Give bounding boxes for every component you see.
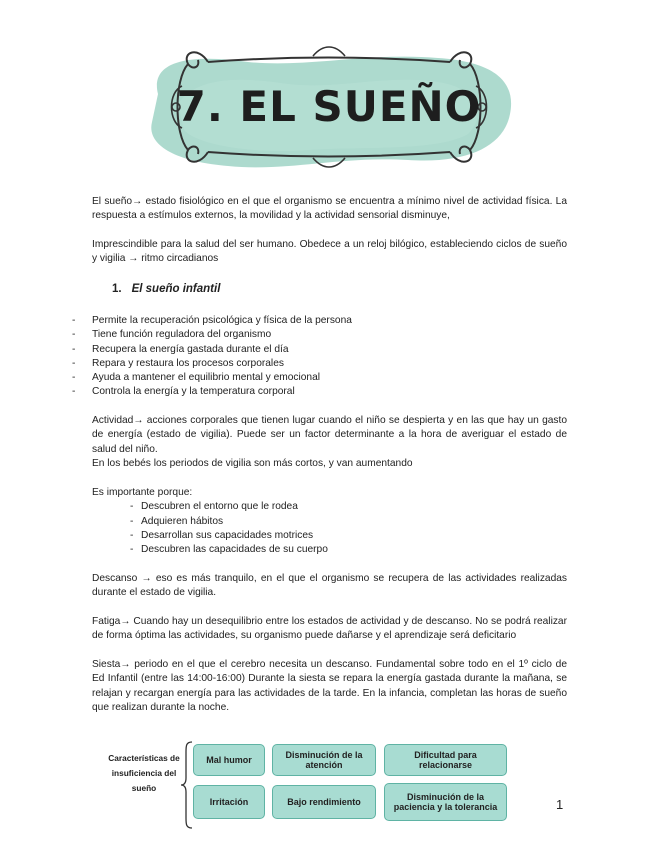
intro-section — [92, 195, 567, 266]
diagram-box-atencion: Disminución de la atención — [272, 744, 376, 776]
title-banner — [138, 34, 520, 176]
diagram-box-mal-humor: Mal humor — [193, 744, 265, 776]
diagram-box-rendimiento: Bajo rendimiento — [272, 785, 376, 819]
section-number: 1. — [112, 283, 122, 295]
importante-list — [92, 500, 567, 557]
descanso-paragraph: Descanso → eso es más tranquilo, en el que el organismo se recupera de las actividades realizadas durante el estado de vigilia. — [92, 573, 567, 599]
list-item: - Repara y restaura los procesos corporales — [72, 357, 352, 371]
diagram-box-irritacion: Irritación — [193, 785, 265, 819]
intro-paragraph-2: Imprescindible para la salud del ser humano. Obedece a un reloj bilógico, estableciendo ciclos de sueño y vigilia → ritmo circadianos — [92, 238, 567, 264]
list-item: - Descubren el entorno que le rodea — [92, 500, 567, 514]
brace-icon — [180, 740, 194, 830]
page-title: 7. EL SUEÑO — [176, 82, 482, 131]
descanso-section — [92, 572, 567, 601]
actividad-paragraph: Actividad→ acciones corporales que tienen lugar cuando el niño se despierta y en las que hay un gasto de energía (estado de vigilia). Puede ser un factor determinante a la hora de averiguar el estado de salud del niño. — [92, 415, 567, 455]
diagram-label: Características de insuficiencia del sueño — [108, 753, 180, 793]
section-title: El sueño infantil — [131, 283, 221, 295]
list-item: - Tiene función reguladora del organismo — [72, 328, 352, 342]
list-item: - Controla la energía y la temperatura corporal — [72, 385, 352, 399]
list-item: - Ayuda a mantener el equilibrio mental y emocional — [72, 371, 352, 385]
importante-section — [92, 486, 567, 557]
siesta-section — [92, 658, 567, 715]
list-item: - Adquieren hábitos — [92, 515, 567, 529]
intro-paragraph-1: El sueño→ estado fisiológico en el que el organismo se encuentra a mínimo nivel de actividad física. La respuesta a estímulos externos, la movilidad y la actividad sensorial disminuye, — [92, 196, 567, 222]
fatiga-paragraph: Fatiga→ Cuando hay un desequilibrio entre los estados de actividad y de descanso. No se podrá realizar de forma óptima las actividades, su organismo puede dañarse y el aprendizaje será deficitario — [92, 616, 567, 642]
list-item: - Permite la recuperación psicológica y física de la persona — [72, 314, 352, 328]
list-item: - Recupera la energía gastada durante el día — [72, 343, 352, 357]
actividad-section — [92, 414, 567, 471]
list-item: - Descubren las capacidades de su cuerpo — [92, 543, 567, 557]
fatiga-section — [92, 615, 567, 644]
list-item: - Desarrollan sus capacidades motrices — [92, 529, 567, 543]
actividad-note: En los bebés los periodos de vigilia son más cortos, y van aumentando — [92, 457, 413, 469]
functions-list — [72, 314, 352, 400]
diagram-box-paciencia: Disminución de la paciencia y la tolerancia — [384, 783, 507, 821]
diagram-box-relacionarse: Dificultad para relacionarse — [384, 744, 507, 776]
page-number: 1 — [556, 797, 564, 812]
section-heading — [112, 283, 220, 295]
siesta-paragraph: Siesta→ periodo en el que el cerebro necesita un descanso. Fundamental sobre todo en el 1º ciclo de Ed Infantil (entre las 14:00-16:00) Durante la siesta se repara la energía gastada durante la mañana, se relajan y recargan energía para las actividades de la tarde. En la infancia, completan las horas de sueño que realizan durante la noche. — [92, 659, 567, 713]
importante-intro: Es importante porque: — [92, 487, 193, 498]
